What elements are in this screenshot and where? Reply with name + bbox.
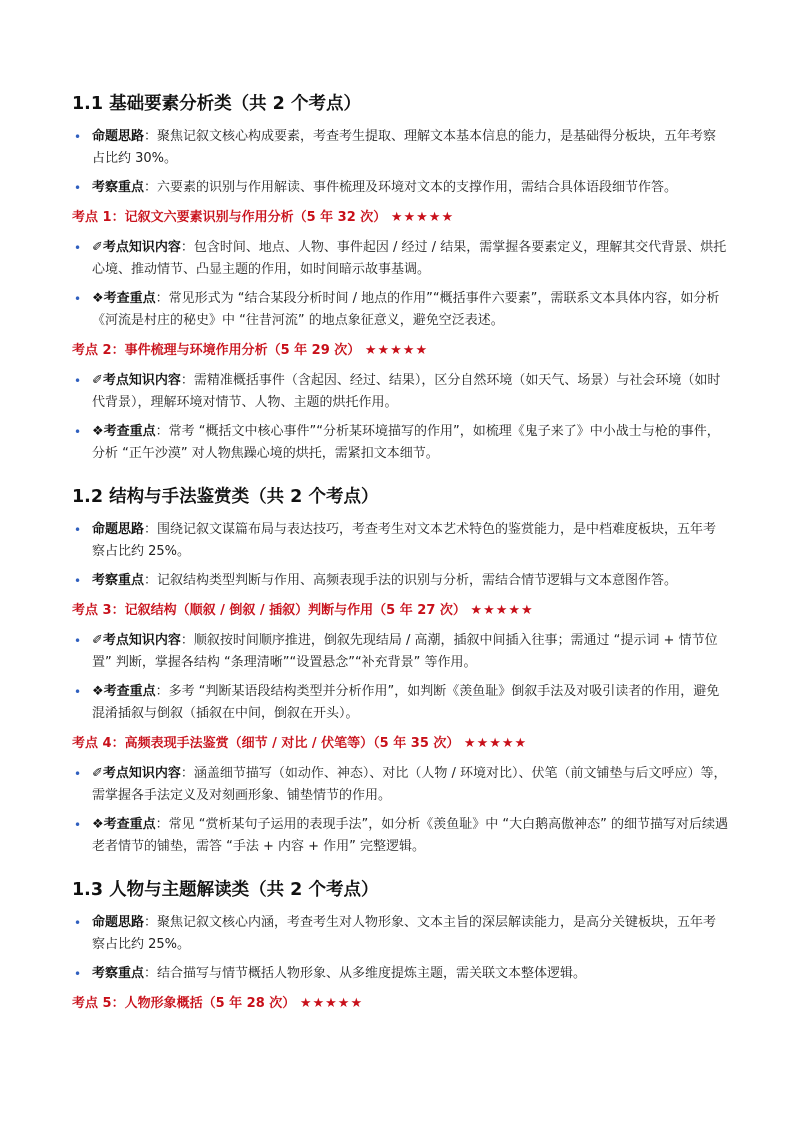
exam-point-heading [72, 600, 728, 622]
exam-point-heading [72, 340, 728, 362]
item-text: ：顺叙按时间顺序推进，倒叙先现结局 / 高潮，插叙中间插入往事；需通过 “提示词 + 情节位置” 判断，掌握各结构 “条理清晰”“设置悬念”“补充背景” 等作用。 [92, 633, 718, 670]
item-label: ✐考点知识内容 [92, 766, 181, 781]
list-item [72, 370, 728, 414]
bullet-icon: • [74, 523, 82, 537]
list-item [72, 912, 728, 956]
section-heading: 1.1 基础要素分析类（共 2 个考点） [72, 94, 361, 114]
bullet-icon: • [74, 130, 82, 144]
exam-point-list [72, 237, 728, 332]
bullet-icon: • [74, 425, 82, 439]
item-label: 命题思路 [92, 129, 145, 144]
list-item [72, 237, 728, 281]
section-summary-list [72, 126, 728, 199]
bullet-icon: • [74, 241, 82, 255]
exam-point-heading [72, 207, 728, 229]
list-item [72, 570, 728, 592]
list-item [72, 763, 728, 807]
bullet-icon: • [74, 767, 82, 781]
list-item [72, 421, 728, 465]
item-label: 命题思路 [92, 522, 145, 537]
bullet-icon: • [74, 634, 82, 648]
section-summary-list [72, 519, 728, 592]
bullet-icon: • [74, 374, 82, 388]
section-heading: 1.3 人物与主题解读类（共 2 个考点） [72, 880, 379, 900]
item-text: ：多考 “判断某语段结构类型并分析作用”，如判断《羡鱼耻》倒叙手法及对吸引读者的作用，避免混淆插叙与倒叙（插叙在中间，倒叙在开头）。 [92, 684, 720, 721]
exam-point-heading [72, 993, 728, 1015]
item-text: ：记叙结构类型判断与作用、高频表现手法的识别与分析，需结合情节逻辑与文本意图作答。 [144, 573, 678, 588]
exam-point-title: 考点 4：高频表现手法鉴赏（细节 / 对比 / 伏笔等）（5 年 35 次） [72, 736, 460, 751]
bullet-icon: • [74, 574, 82, 588]
item-text: ：常见 “赏析某句子运用的表现手法”，如分析《羡鱼耻》中 “大白鹅高傲神态” 的细节描写对后续遇老者情节的铺垫，需答 “手法 + 内容 + 作用” 完整逻辑。 [92, 817, 728, 854]
list-item [72, 126, 728, 170]
item-label: ❖考查重点 [92, 817, 156, 832]
star-rating: ★★★★★ [470, 603, 534, 618]
bullet-icon: • [74, 818, 82, 832]
star-rating: ★★★★★ [364, 343, 429, 358]
item-text: ：常考 “概括文中核心事件”“分析某环境描写的作用”，如梳理《鬼子来了》中小战士与枪的事件，分析 “正午沙漠” 对人物焦躁心境的烘托，需紧扣文本细节。 [92, 424, 720, 461]
bullet-icon: • [74, 181, 82, 195]
item-label: ❖考查重点 [92, 424, 156, 439]
item-text: ：需精准概括事件（含起因、经过、结果），区分自然环境（如天气、场景）与社会环境（如时代背景），理解环境对情节、人物、主题的烘托作用。 [92, 373, 721, 410]
item-text: ：结合描写与情节概括人物形象、从多维度提炼主题，需关联文本整体逻辑。 [144, 966, 587, 981]
section-heading: 1.2 结构与手法鉴赏类（共 2 个考点） [72, 487, 379, 507]
list-item [72, 288, 728, 332]
bullet-icon: • [74, 967, 82, 981]
exam-point-title: 考点 3：记叙结构（顺叙 / 倒叙 / 插叙）判断与作用（5 年 27 次） [72, 603, 466, 618]
star-rating: ★★★★★ [299, 996, 364, 1011]
bullet-icon: • [74, 916, 82, 930]
item-label: ❖考查重点 [92, 684, 156, 699]
item-text: ：六要素的识别与作用解读、事件梳理及环境对文本的支撑作用，需结合具体语段细节作答。 [144, 180, 678, 195]
exam-point-heading [72, 733, 728, 755]
star-rating: ★★★★★ [390, 210, 455, 225]
exam-point-list [72, 630, 728, 725]
item-label: 命题思路 [92, 915, 145, 930]
exam-point-title: 考点 1：记叙文六要素识别与作用分析（5 年 32 次） [72, 210, 387, 225]
item-label: ✐考点知识内容 [92, 240, 181, 255]
item-text: ：聚焦记叙文核心内涵，考查考生对人物形象、文本主旨的深层解读能力，是高分关键板块，五年考察占比约 25%。 [92, 915, 717, 952]
item-text: ：包含时间、地点、人物、事件起因 / 经过 / 结果，需掌握各要素定义，理解其交代背景、烘托心境、推动情节、凸显主题的作用，如时间暗示故事基调。 [92, 240, 727, 277]
list-item [72, 630, 728, 674]
bullet-icon: • [74, 292, 82, 306]
exam-point-list [72, 763, 728, 858]
star-rating: ★★★★★ [463, 736, 528, 751]
item-label: 考察重点 [92, 573, 145, 588]
item-text: ：涵盖细节描写（如动作、神态）、对比（人物 / 环境对比）、伏笔（前文铺垫与后文呼应）等，需掌握各手法定义及对刻画形象、铺垫情节的作用。 [92, 766, 727, 803]
list-item [72, 177, 728, 199]
item-label: 考察重点 [92, 180, 145, 195]
item-text: ：常见形式为 “结合某段分析时间 / 地点的作用”“概括事件六要素”，需联系文本具体内容，如分析《河流是村庄的秘史》中 “往昔河流” 的地点象征意义，避免空泛表述。 [92, 291, 720, 328]
item-text: ：聚焦记叙文核心构成要素，考查考生提取、理解文本基本信息的能力，是基础得分板块，五年考察占比约 30%。 [92, 129, 717, 166]
list-item [72, 814, 728, 858]
list-item [72, 963, 728, 985]
item-label: ✐考点知识内容 [92, 373, 181, 388]
item-label: ❖考查重点 [92, 291, 156, 306]
list-item [72, 519, 728, 563]
bullet-icon: • [74, 685, 82, 699]
exam-point-list [72, 370, 728, 465]
item-label: ✐考点知识内容 [92, 633, 181, 648]
section-summary-list [72, 912, 728, 985]
item-text: ：围绕记叙文谋篇布局与表达技巧，考查考生对文本艺术特色的鉴赏能力，是中档难度板块，五年考察占比约 25%。 [92, 522, 717, 559]
exam-point-title: 考点 5：人物形象概括（5 年 28 次） [72, 996, 296, 1011]
exam-point-title: 考点 2：事件梳理与环境作用分析（5 年 29 次） [72, 343, 361, 358]
item-label: 考察重点 [92, 966, 145, 981]
list-item [72, 681, 728, 725]
